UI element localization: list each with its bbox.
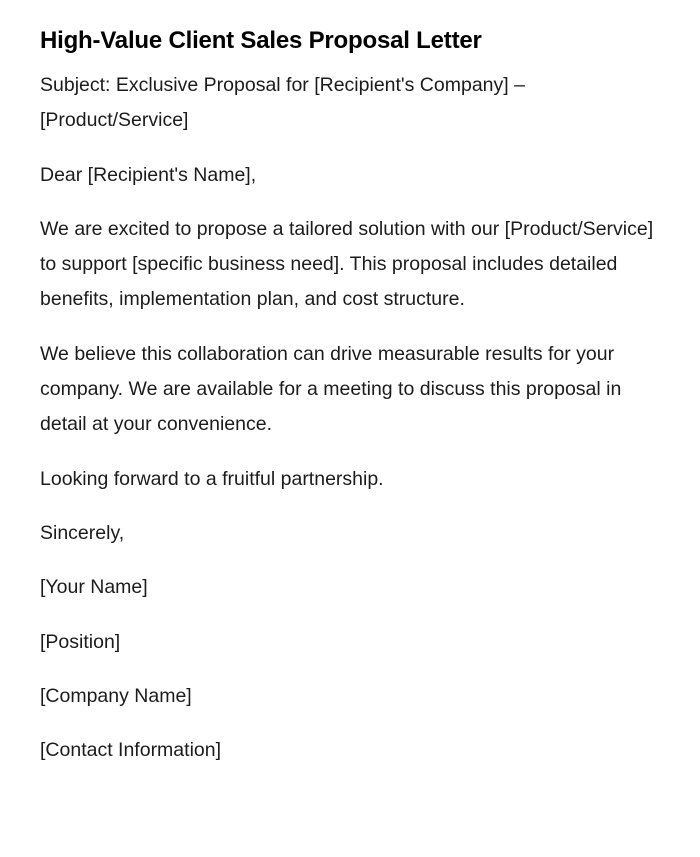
letter-document	[40, 24, 660, 787]
signature-contact: [Contact Information]	[40, 739, 222, 762]
document-title: High-Value Client Sales Proposal Letter	[40, 27, 482, 54]
signature-company: [Company Name]	[40, 684, 192, 707]
signature-position: [Position]	[40, 630, 121, 653]
subject-line: Subject: Exclusive Proposal for [Recipient's Company] – [Product/Service]	[40, 74, 525, 132]
body-paragraph-intro: We are excited to propose a tailored solution with our [Product/Service] to support [specific business need]. This proposal includes detailed benefits, implementation plan, and cost structure.	[40, 217, 654, 311]
closing: Sincerely,	[40, 521, 125, 544]
body-paragraph-collaboration: We believe this collaboration can drive measurable results for your company. We are available for a meeting to discuss this proposal in detail at your convenience.	[40, 342, 622, 436]
signature-name: [Your Name]	[40, 576, 148, 599]
body-paragraph-closing-remark: Looking forward to a fruitful partnership.	[40, 467, 384, 490]
salutation: Dear [Recipient's Name],	[40, 163, 257, 186]
